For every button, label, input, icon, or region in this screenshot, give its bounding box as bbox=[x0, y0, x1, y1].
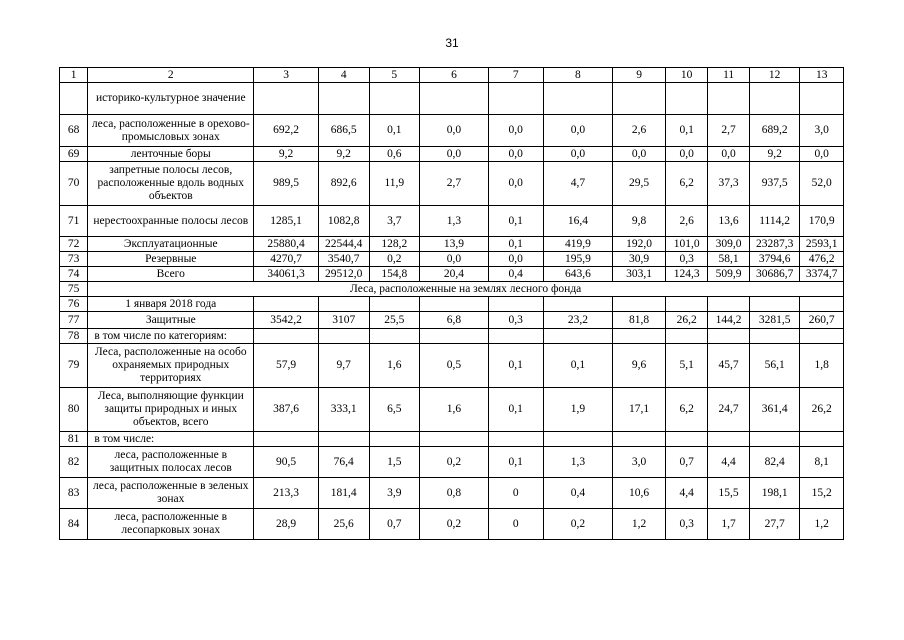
value-cell: 9,2 bbox=[254, 147, 319, 162]
row-number-cell: 76 bbox=[60, 297, 88, 312]
value-cell: 3540,7 bbox=[318, 252, 369, 267]
value-cell: 309,0 bbox=[708, 237, 749, 252]
value-cell: 419,9 bbox=[543, 237, 613, 252]
value-cell: 15,2 bbox=[800, 478, 844, 509]
value-cell: 3107 bbox=[318, 312, 369, 329]
header-cell: 10 bbox=[665, 68, 707, 83]
value-cell: 3,0 bbox=[800, 115, 844, 147]
value-cell: 1,3 bbox=[420, 206, 489, 237]
value-cell: 3542,2 bbox=[254, 312, 319, 329]
value-cell: 90,5 bbox=[254, 447, 319, 478]
value-cell: 154,8 bbox=[369, 267, 420, 282]
value-cell: 0,0 bbox=[708, 147, 749, 162]
value-cell bbox=[613, 432, 666, 447]
value-cell: 1285,1 bbox=[254, 206, 319, 237]
table-row bbox=[60, 312, 844, 329]
value-cell: 0 bbox=[488, 478, 543, 509]
value-cell: 2593,1 bbox=[800, 237, 844, 252]
value-cell bbox=[318, 329, 369, 344]
value-cell: 2,6 bbox=[665, 206, 707, 237]
row-number-cell: 73 bbox=[60, 252, 88, 267]
row-number-cell bbox=[60, 83, 88, 115]
value-cell: 26,2 bbox=[665, 312, 707, 329]
value-cell bbox=[665, 297, 707, 312]
value-cell: 3,9 bbox=[369, 478, 420, 509]
value-cell bbox=[420, 297, 489, 312]
value-cell: 361,4 bbox=[749, 388, 800, 432]
value-cell: 0,1 bbox=[488, 344, 543, 388]
value-cell bbox=[543, 297, 613, 312]
value-cell: 1,6 bbox=[369, 344, 420, 388]
value-cell: 6,2 bbox=[665, 162, 707, 206]
value-cell: 509,9 bbox=[708, 267, 749, 282]
value-cell: 9,8 bbox=[613, 206, 666, 237]
value-cell: 0,0 bbox=[420, 252, 489, 267]
value-cell: 9,2 bbox=[749, 147, 800, 162]
value-cell: 0,0 bbox=[488, 115, 543, 147]
header-cell: 5 bbox=[369, 68, 420, 83]
value-cell: 58,1 bbox=[708, 252, 749, 267]
value-cell bbox=[800, 83, 844, 115]
value-cell bbox=[749, 432, 800, 447]
row-number-cell: 79 bbox=[60, 344, 88, 388]
value-cell: 25880,4 bbox=[254, 237, 319, 252]
value-cell bbox=[420, 329, 489, 344]
value-cell bbox=[318, 297, 369, 312]
value-cell: 6,2 bbox=[665, 388, 707, 432]
value-cell: 0,2 bbox=[543, 509, 613, 540]
header-cell: 2 bbox=[88, 68, 254, 83]
value-cell: 1082,8 bbox=[318, 206, 369, 237]
header-cell: 1 bbox=[60, 68, 88, 83]
value-cell: 0,2 bbox=[420, 447, 489, 478]
value-cell: 1,7 bbox=[708, 509, 749, 540]
value-cell: 476,2 bbox=[800, 252, 844, 267]
row-number-cell: 70 bbox=[60, 162, 88, 206]
table-row bbox=[60, 447, 844, 478]
row-number-cell: 74 bbox=[60, 267, 88, 282]
table-row bbox=[60, 509, 844, 540]
value-cell: 260,7 bbox=[800, 312, 844, 329]
category-name-cell: нерестоохранные полосы лесов bbox=[88, 206, 254, 237]
value-cell bbox=[369, 83, 420, 115]
page-number: 31 bbox=[445, 36, 459, 50]
value-cell: 0,0 bbox=[488, 252, 543, 267]
value-cell: 144,2 bbox=[708, 312, 749, 329]
category-name-cell: леса, расположенные в лесопарковых зонах bbox=[88, 509, 254, 540]
value-cell: 29512,0 bbox=[318, 267, 369, 282]
value-cell: 0,1 bbox=[488, 447, 543, 478]
value-cell: 0,0 bbox=[420, 115, 489, 147]
value-cell bbox=[543, 329, 613, 344]
value-cell: 686,5 bbox=[318, 115, 369, 147]
value-cell: 989,5 bbox=[254, 162, 319, 206]
value-cell bbox=[488, 297, 543, 312]
value-cell: 0,5 bbox=[420, 344, 489, 388]
table-row bbox=[60, 297, 844, 312]
value-cell: 9,6 bbox=[613, 344, 666, 388]
value-cell bbox=[613, 329, 666, 344]
row-number-cell: 84 bbox=[60, 509, 88, 540]
value-cell: 192,0 bbox=[613, 237, 666, 252]
value-cell: 82,4 bbox=[749, 447, 800, 478]
value-cell: 0,6 bbox=[369, 147, 420, 162]
value-cell: 3,7 bbox=[369, 206, 420, 237]
category-name-cell: леса, расположенные в орехово-промысловых зонах bbox=[88, 115, 254, 147]
category-name-cell: Защитные bbox=[88, 312, 254, 329]
value-cell: 0,1 bbox=[488, 237, 543, 252]
value-cell: 30,9 bbox=[613, 252, 666, 267]
value-cell bbox=[749, 83, 800, 115]
value-cell: 198,1 bbox=[749, 478, 800, 509]
value-cell: 37,3 bbox=[708, 162, 749, 206]
value-cell: 2,6 bbox=[613, 115, 666, 147]
row-number-cell: 78 bbox=[60, 329, 88, 344]
value-cell bbox=[318, 83, 369, 115]
value-cell: 0,0 bbox=[488, 162, 543, 206]
category-name-cell: Леса, выполняющие функции защиты природных и иных объектов, всего bbox=[88, 388, 254, 432]
value-cell: 195,9 bbox=[543, 252, 613, 267]
value-cell: 16,4 bbox=[543, 206, 613, 237]
table-row bbox=[60, 115, 844, 147]
value-cell: 333,1 bbox=[318, 388, 369, 432]
table-row bbox=[60, 329, 844, 344]
value-cell: 13,6 bbox=[708, 206, 749, 237]
header-cell: 12 bbox=[749, 68, 800, 83]
value-cell: 213,3 bbox=[254, 478, 319, 509]
category-name-cell: леса, расположенные в зеленых зонах bbox=[88, 478, 254, 509]
value-cell: 1,8 bbox=[800, 344, 844, 388]
table-row bbox=[60, 388, 844, 432]
value-cell: 1114,2 bbox=[749, 206, 800, 237]
row-number-cell: 82 bbox=[60, 447, 88, 478]
value-cell bbox=[254, 297, 319, 312]
value-cell: 20,4 bbox=[420, 267, 489, 282]
value-cell: 0,0 bbox=[613, 147, 666, 162]
value-cell: 0,0 bbox=[420, 147, 489, 162]
value-cell: 1,9 bbox=[543, 388, 613, 432]
row-number-cell: 81 bbox=[60, 432, 88, 447]
row-number-cell: 69 bbox=[60, 147, 88, 162]
value-cell: 0,1 bbox=[488, 388, 543, 432]
category-name-cell: в том числе: bbox=[88, 432, 254, 447]
value-cell: 45,7 bbox=[708, 344, 749, 388]
value-cell: 2,7 bbox=[708, 115, 749, 147]
value-cell: 0,1 bbox=[369, 115, 420, 147]
value-cell: 29,5 bbox=[613, 162, 666, 206]
category-name-cell: историко-культурное значение bbox=[88, 83, 254, 115]
value-cell: 6,5 bbox=[369, 388, 420, 432]
value-cell: 128,2 bbox=[369, 237, 420, 252]
row-number-cell: 71 bbox=[60, 206, 88, 237]
value-cell: 30686,7 bbox=[749, 267, 800, 282]
value-cell: 692,2 bbox=[254, 115, 319, 147]
value-cell: 181,4 bbox=[318, 478, 369, 509]
value-cell: 0,0 bbox=[543, 115, 613, 147]
value-cell: 28,9 bbox=[254, 509, 319, 540]
value-cell bbox=[665, 432, 707, 447]
value-cell: 0 bbox=[488, 509, 543, 540]
row-number-cell: 75 bbox=[60, 282, 88, 297]
value-cell: 9,7 bbox=[318, 344, 369, 388]
value-cell: 4270,7 bbox=[254, 252, 319, 267]
value-cell: 3794,6 bbox=[749, 252, 800, 267]
value-cell: 13,9 bbox=[420, 237, 489, 252]
value-cell: 3374,7 bbox=[800, 267, 844, 282]
value-cell: 15,5 bbox=[708, 478, 749, 509]
category-name-cell: в том числе по категориям: bbox=[88, 329, 254, 344]
value-cell bbox=[369, 297, 420, 312]
value-cell bbox=[749, 297, 800, 312]
value-cell: 2,7 bbox=[420, 162, 489, 206]
header-cell: 7 bbox=[488, 68, 543, 83]
category-name-cell: Леса, расположенные на особо охраняемых природных территориях bbox=[88, 344, 254, 388]
value-cell: 0,3 bbox=[488, 312, 543, 329]
value-cell bbox=[708, 329, 749, 344]
value-cell: 81,8 bbox=[613, 312, 666, 329]
header-cell: 4 bbox=[318, 68, 369, 83]
value-cell: 0,2 bbox=[369, 252, 420, 267]
value-cell: 0,3 bbox=[665, 509, 707, 540]
value-cell: 4,4 bbox=[665, 478, 707, 509]
value-cell bbox=[488, 83, 543, 115]
value-cell: 56,1 bbox=[749, 344, 800, 388]
row-number-cell: 83 bbox=[60, 478, 88, 509]
value-cell: 0,0 bbox=[488, 147, 543, 162]
value-cell: 25,6 bbox=[318, 509, 369, 540]
header-cell: 8 bbox=[543, 68, 613, 83]
value-cell: 689,2 bbox=[749, 115, 800, 147]
value-cell: 4,4 bbox=[708, 447, 749, 478]
value-cell bbox=[708, 432, 749, 447]
value-cell bbox=[488, 329, 543, 344]
value-cell: 1,2 bbox=[800, 509, 844, 540]
value-cell: 22544,4 bbox=[318, 237, 369, 252]
value-cell: 1,3 bbox=[543, 447, 613, 478]
value-cell: 24,7 bbox=[708, 388, 749, 432]
value-cell: 0,1 bbox=[665, 115, 707, 147]
table-row bbox=[60, 282, 844, 297]
value-cell: 892,6 bbox=[318, 162, 369, 206]
value-cell bbox=[749, 329, 800, 344]
table-row bbox=[60, 162, 844, 206]
value-cell: 387,6 bbox=[254, 388, 319, 432]
value-cell bbox=[420, 83, 489, 115]
table-row bbox=[60, 432, 844, 447]
value-cell bbox=[800, 297, 844, 312]
value-cell: 0,7 bbox=[369, 509, 420, 540]
section-heading-cell: Леса, расположенные на землях лесного фонда bbox=[88, 282, 844, 297]
value-cell bbox=[543, 432, 613, 447]
value-cell: 3,0 bbox=[613, 447, 666, 478]
value-cell: 5,1 bbox=[665, 344, 707, 388]
table-row bbox=[60, 147, 844, 162]
row-number-cell: 77 bbox=[60, 312, 88, 329]
table-row bbox=[60, 83, 844, 115]
value-cell bbox=[254, 329, 319, 344]
value-cell bbox=[800, 432, 844, 447]
forest-data-table bbox=[59, 67, 844, 540]
row-number-cell: 80 bbox=[60, 388, 88, 432]
value-cell: 0,2 bbox=[420, 509, 489, 540]
value-cell bbox=[613, 297, 666, 312]
category-name-cell: ленточные боры bbox=[88, 147, 254, 162]
value-cell: 1,5 bbox=[369, 447, 420, 478]
value-cell bbox=[665, 329, 707, 344]
value-cell: 1,6 bbox=[420, 388, 489, 432]
value-cell: 76,4 bbox=[318, 447, 369, 478]
table-row bbox=[60, 344, 844, 388]
row-number-cell: 72 bbox=[60, 237, 88, 252]
category-name-cell: леса, расположенные в защитных полосах лесов bbox=[88, 447, 254, 478]
value-cell: 1,2 bbox=[613, 509, 666, 540]
value-cell bbox=[613, 83, 666, 115]
value-cell: 10,6 bbox=[613, 478, 666, 509]
value-cell bbox=[665, 83, 707, 115]
header-cell: 3 bbox=[254, 68, 319, 83]
value-cell: 25,5 bbox=[369, 312, 420, 329]
value-cell: 52,0 bbox=[800, 162, 844, 206]
value-cell bbox=[254, 83, 319, 115]
value-cell: 124,3 bbox=[665, 267, 707, 282]
value-cell: 937,5 bbox=[749, 162, 800, 206]
table-row bbox=[60, 478, 844, 509]
value-cell: 0,1 bbox=[488, 206, 543, 237]
value-cell: 26,2 bbox=[800, 388, 844, 432]
value-cell: 0,3 bbox=[665, 252, 707, 267]
value-cell: 6,8 bbox=[420, 312, 489, 329]
category-name-cell: Резервные bbox=[88, 252, 254, 267]
value-cell: 17,1 bbox=[613, 388, 666, 432]
value-cell bbox=[543, 83, 613, 115]
row-number-cell: 68 bbox=[60, 115, 88, 147]
value-cell bbox=[420, 432, 489, 447]
value-cell: 27,7 bbox=[749, 509, 800, 540]
value-cell: 0,1 bbox=[543, 344, 613, 388]
category-name-cell: запретные полосы лесов, расположенные вдоль водных объектов bbox=[88, 162, 254, 206]
value-cell: 643,6 bbox=[543, 267, 613, 282]
table-row bbox=[60, 267, 844, 282]
value-cell: 3281,5 bbox=[749, 312, 800, 329]
value-cell: 303,1 bbox=[613, 267, 666, 282]
value-cell bbox=[800, 329, 844, 344]
value-cell: 0,7 bbox=[665, 447, 707, 478]
table-row bbox=[60, 252, 844, 267]
header-cell: 13 bbox=[800, 68, 844, 83]
header-cell: 11 bbox=[708, 68, 749, 83]
value-cell: 11,9 bbox=[369, 162, 420, 206]
value-cell: 170,9 bbox=[800, 206, 844, 237]
header-cell: 6 bbox=[420, 68, 489, 83]
value-cell: 0,4 bbox=[543, 478, 613, 509]
value-cell: 57,9 bbox=[254, 344, 319, 388]
value-cell: 0,4 bbox=[488, 267, 543, 282]
table-row bbox=[60, 237, 844, 252]
header-cell: 9 bbox=[613, 68, 666, 83]
value-cell: 34061,3 bbox=[254, 267, 319, 282]
category-name-cell: Эксплуатационные bbox=[88, 237, 254, 252]
value-cell: 23287,3 bbox=[749, 237, 800, 252]
category-name-cell: Всего bbox=[88, 267, 254, 282]
value-cell: 23,2 bbox=[543, 312, 613, 329]
value-cell: 9,2 bbox=[318, 147, 369, 162]
value-cell: 0,0 bbox=[800, 147, 844, 162]
value-cell: 0,8 bbox=[420, 478, 489, 509]
value-cell: 0,0 bbox=[665, 147, 707, 162]
category-name-cell: 1 января 2018 года bbox=[88, 297, 254, 312]
value-cell bbox=[318, 432, 369, 447]
value-cell bbox=[708, 297, 749, 312]
value-cell: 4,7 bbox=[543, 162, 613, 206]
table-row bbox=[60, 206, 844, 237]
value-cell: 101,0 bbox=[665, 237, 707, 252]
value-cell: 8,1 bbox=[800, 447, 844, 478]
value-cell bbox=[488, 432, 543, 447]
value-cell bbox=[369, 329, 420, 344]
value-cell: 0,0 bbox=[543, 147, 613, 162]
value-cell bbox=[254, 432, 319, 447]
value-cell bbox=[369, 432, 420, 447]
value-cell bbox=[708, 83, 749, 115]
header-row bbox=[60, 68, 844, 83]
